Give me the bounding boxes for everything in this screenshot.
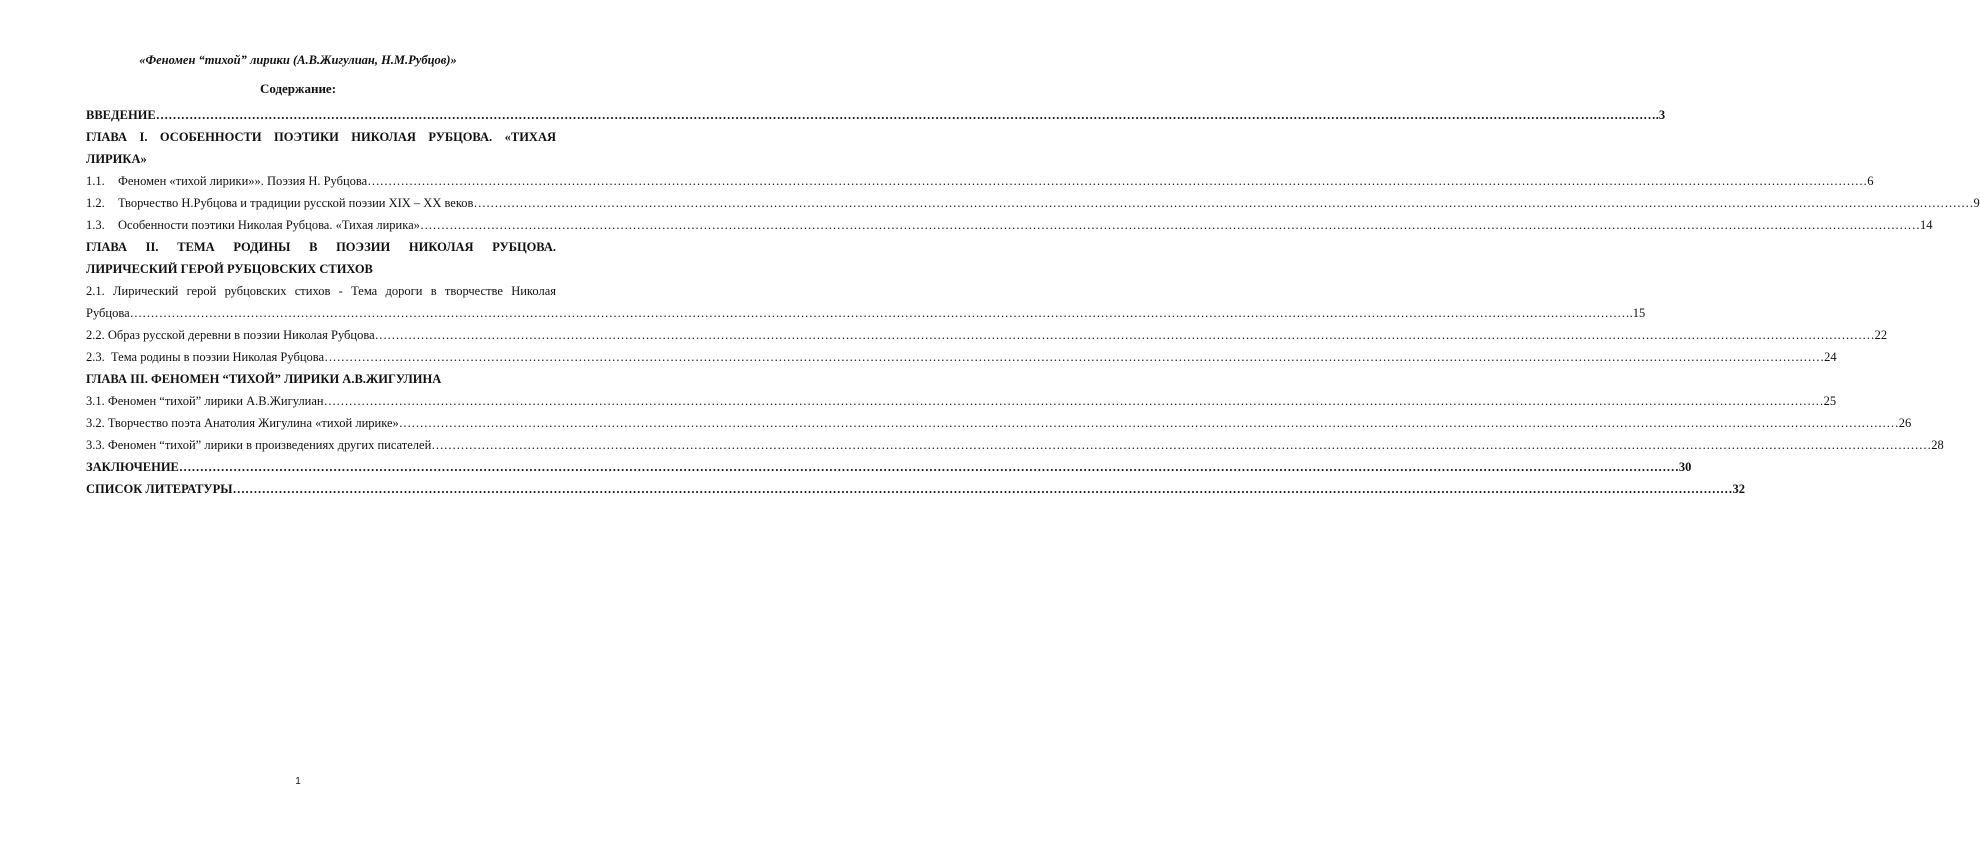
toc-entry-2-2[interactable]	[86, 324, 1888, 346]
section-number: 1.1.	[86, 174, 105, 188]
toc-page-number: 14	[1919, 218, 1933, 232]
toc-entry-conclusion[interactable]	[86, 456, 1692, 478]
toc-page-number: .15	[1629, 306, 1646, 320]
toc-entry-2-1-line-2[interactable]	[86, 302, 1646, 324]
section-number: 1.3.	[86, 218, 105, 232]
toc-page-number: 30	[1678, 460, 1692, 474]
toc-chapter-3[interactable]: ГЛАВА III. ФЕНОМЕН “ТИХОЙ” ЛИРИКИ А.В.ЖИГУЛИНА	[86, 372, 442, 386]
leader-dots: ………………………………………………………………………………………………………………………………………………………………………………………………………………………………………………………………………………………………………………………………	[178, 460, 1679, 474]
leader-dots: ………………………………………………………………………………………………………………………………………………………………………………………………………………………………………………………………………………………………………………………………	[473, 196, 1974, 210]
toc-entry-title: СПИСОК ЛИТЕРАТУРЫ	[86, 482, 233, 496]
toc-entry-title: Особенности поэтики Николая Рубцова. «Тихая лирика»	[118, 218, 420, 232]
toc-entry-title: 3.2. Творчество поэта Анатолия Жигулина «тихой лирике»	[86, 416, 399, 430]
toc-entry-title: 2.2. Образ русской деревни в поэзии Николая Рубцова	[86, 328, 375, 342]
toc-entry-title: Рубцова	[86, 306, 130, 320]
toc-entry-3-2[interactable]	[86, 412, 1912, 434]
toc-entry-title: 2.3. Тема родины в поэзии Николая Рубцова	[86, 350, 325, 364]
toc-page-number: 28	[1931, 438, 1944, 452]
page-number: 1	[295, 776, 301, 787]
leader-dots: ………………………………………………………………………………………………………………………………………………………………………………………………………………………………………………………………………………………………………………………………	[324, 350, 1825, 364]
leader-dots: ………………………………………………………………………………………………………………………………………………………………………………………………………………………………………………………………………………………………………………………………	[431, 438, 1932, 452]
toc-page-number: 9	[1973, 196, 1980, 210]
toc-entry-1-3[interactable]	[86, 214, 1933, 236]
toc-entry-title: 3.3. Феномен “тихой” лирики в произведениях других писателей	[86, 438, 432, 452]
toc-heading: Содержание:	[259, 81, 337, 96]
toc-entry-title: 3.1. Феномен “тихой” лирики А.В.Жигулиан	[86, 394, 324, 408]
toc-entry-title: Творчество Н.Рубцова и традиции русской поэзии XIX – XX веков	[118, 196, 474, 210]
table-of-contents	[86, 104, 1980, 500]
toc-page-number: 24	[1824, 350, 1837, 364]
toc-entry-intro[interactable]	[86, 104, 1666, 126]
toc-entry-1-1[interactable]	[86, 170, 1874, 192]
toc-entry-2-1-line-1[interactable]: 2.1. Лирический герой рубцовских стихов - Тема дороги в творчестве Николая	[86, 284, 556, 298]
toc-entry-title: ВВЕДЕНИЕ	[86, 108, 156, 122]
toc-entry-title: Феномен «тихой лирики»». Поэзия Н. Рубцова	[118, 174, 368, 188]
toc-entry-3-1[interactable]	[86, 390, 1837, 412]
toc-entry-references[interactable]	[86, 478, 1746, 500]
toc-entry-2-3[interactable]	[86, 346, 1837, 368]
toc-chapter-1-line-1[interactable]: ГЛАВА I. ОСОБЕННОСТИ ПОЭТИКИ НИКОЛАЯ РУБЦОВА. «ТИХАЯ	[86, 130, 556, 144]
toc-chapter-1-line-2[interactable]: ЛИРИКА»	[86, 152, 147, 166]
leader-dots: ………………………………………………………………………………………………………………………………………………………………………………………………………………………………………………………………………………………………………………………………	[419, 218, 1920, 232]
toc-page-number: .3	[1655, 108, 1666, 122]
section-number: 1.2.	[86, 196, 105, 210]
toc-page-number: 22	[1874, 328, 1888, 342]
leader-dots: ………………………………………………………………………………………………………………………………………………………………………………………………………………………………………………………………………………………………………………………………	[398, 416, 1899, 430]
leader-dots: ………………………………………………………………………………………………………………………………………………………………………………………………………………………………………………………………………………………………………………………………	[374, 328, 1875, 342]
toc-entry-1-2[interactable]	[86, 192, 1980, 214]
document-title: «Феномен “тихой” лирики (А.В.Жигулиан, Н.М.Рубцов)»	[139, 53, 457, 67]
toc-entry-3-3[interactable]	[86, 434, 1944, 456]
toc-page-number: 32	[1732, 482, 1746, 496]
leader-dots: ………………………………………………………………………………………………………………………………………………………………………………………………………………………………………………………………………………………………………………………………	[129, 306, 1630, 320]
toc-page-number: 6	[1867, 174, 1874, 188]
toc-chapter-2-line-1[interactable]: ГЛАВА II. ТЕМА РОДИНЫ В ПОЭЗИИ НИКОЛАЯ РУБЦОВА.	[86, 240, 556, 254]
leader-dots: ………………………………………………………………………………………………………………………………………………………………………………………………………………………………………………………………………………………………………………………………	[232, 482, 1733, 496]
toc-page-number: 25	[1823, 394, 1837, 408]
toc-entry-title: ЗАКЛЮЧЕНИЕ	[86, 460, 179, 474]
toc-page-number: 26	[1898, 416, 1912, 430]
leader-dots: ………………………………………………………………………………………………………………………………………………………………………………………………………………………………………………………………………………………………………………………………	[367, 174, 1868, 188]
leader-dots: ………………………………………………………………………………………………………………………………………………………………………………………………………………………………………………………………………………………………………………………………	[323, 394, 1824, 408]
leader-dots: ………………………………………………………………………………………………………………………………………………………………………………………………………………………………………………………………………………………………………………………………	[155, 108, 1656, 122]
toc-chapter-2-line-2[interactable]: ЛИРИЧЕСКИЙ ГЕРОЙ РУБЦОВСКИХ СТИХОВ	[86, 262, 373, 276]
